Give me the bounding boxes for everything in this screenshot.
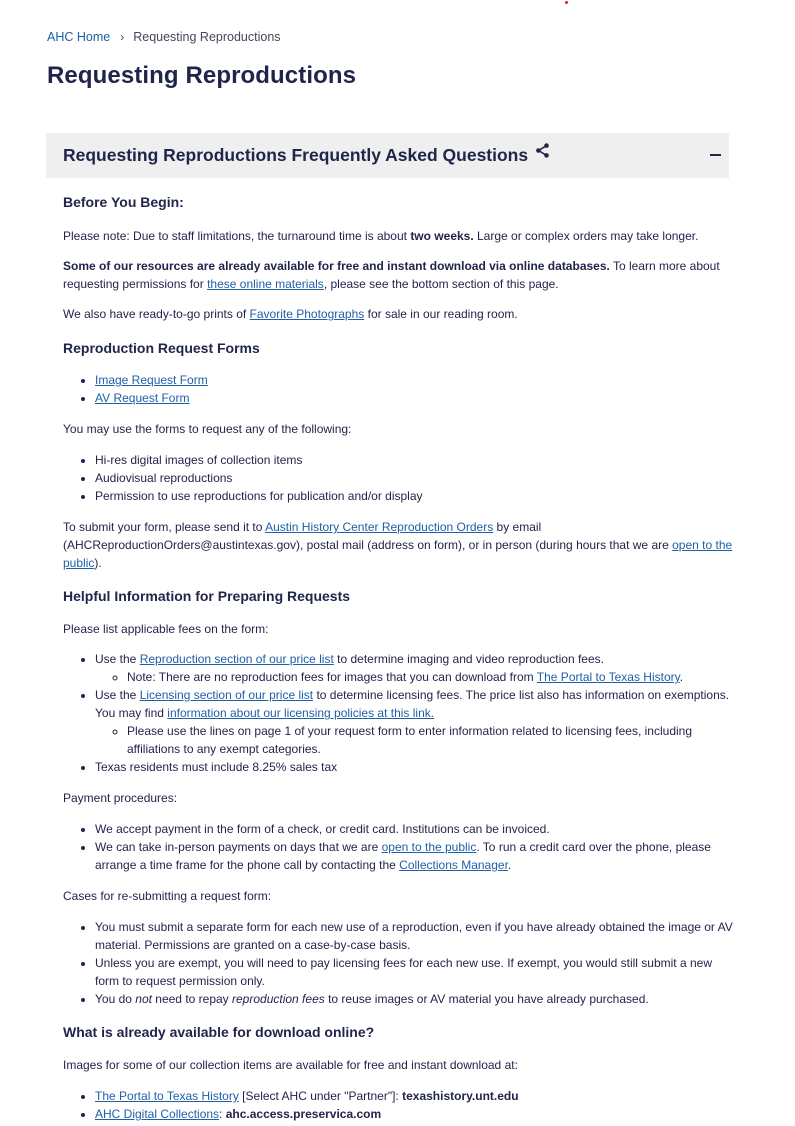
forms-intro: You may use the forms to request any of the following: <box>63 422 352 436</box>
text: ). <box>94 556 102 570</box>
text: Large or complex orders may take longer. <box>473 229 699 243</box>
list-item: • Audiovisual reproductions <box>95 469 733 487</box>
online-intro: Images for some of our collection items are available for free and instant download at: <box>63 1058 518 1072</box>
text: Use the <box>95 688 140 702</box>
payment-list <box>63 820 733 874</box>
list-item <box>95 1105 733 1123</box>
forms-link-list <box>63 371 733 407</box>
forms-heading: Reproduction Request Forms <box>63 340 260 356</box>
sub-list <box>95 722 733 758</box>
list-item: • You must submit a separate form for each new use of a reproduction, even if you have already obtained the image or AV material. Permissions are granted on a case-by-case basis. <box>95 918 733 954</box>
list-item <box>95 990 733 1008</box>
text: to determine licensing fees. The price list also has information on exemptions. You may find <box>95 688 730 720</box>
text-italic: reproduction fees <box>232 992 325 1006</box>
list-item <box>95 650 733 686</box>
online-list <box>63 1087 733 1123</box>
text: To learn more about requesting permissions for <box>63 259 720 291</box>
text: You do <box>95 992 136 1006</box>
text: to reuse images or AV material you have already purchased. <box>324 992 649 1006</box>
licensing-policies-link[interactable]: information about our licensing policies at this link. <box>167 706 435 720</box>
text: We also have ready-to-go prints of <box>63 307 250 321</box>
list-item: • We accept payment in the form of a check, or credit card. Institutions can be invoiced. <box>95 820 733 838</box>
text: We can take in-person payments on days that we are <box>95 840 382 854</box>
sub-list <box>95 668 733 686</box>
text: Please note: Due to staff limitations, the turnaround time is about <box>63 229 411 243</box>
ahc-digital-collections-link[interactable]: AHC Digital Collections <box>95 1107 220 1121</box>
payment-intro: Payment procedures: <box>63 791 178 805</box>
text: by email (AHCReproductionOrders@austintexas.gov), postal mail (address on form), or in person (during hours that we are <box>63 520 673 552</box>
price-list-licensing-link[interactable]: Licensing section of our price list <box>139 688 314 702</box>
text: need to repay <box>151 992 233 1006</box>
text-bold: ahc.access.preservica.com <box>225 1107 382 1121</box>
portal-texas-history-link[interactable]: The Portal to Texas History <box>95 1089 239 1103</box>
list-item: • Texas residents must include 8.25% sales tax <box>95 758 733 776</box>
text: To submit your form, please send it to <box>63 520 266 534</box>
text: [Select AHC under "Partner"]: <box>238 1089 403 1103</box>
fees-list <box>63 650 733 776</box>
submit-instructions <box>63 518 733 572</box>
text-bold: Some of our resources are already available for free and instant download via online databases. <box>63 259 610 273</box>
list-item <box>95 838 733 874</box>
text: . To run a credit card over the phone, please arrange a time frame for the phone call by contacting the <box>95 840 711 872</box>
text: . <box>507 858 512 872</box>
text-italic: not <box>135 992 152 1006</box>
portal-texas-history-link[interactable]: The Portal to Texas History <box>536 670 680 684</box>
prints-note <box>63 305 733 323</box>
page-title: Requesting Reproductions <box>47 62 357 89</box>
list-item <box>95 371 733 389</box>
price-list-reproduction-link[interactable]: Reproduction section of our price list <box>139 652 334 666</box>
list-item: • Hi-res digital images of collection items <box>95 451 733 469</box>
resubmit-list <box>63 918 733 1008</box>
breadcrumb-current: Requesting Reproductions <box>133 30 281 44</box>
before-heading: Before You Begin: <box>63 194 184 210</box>
accordion-title: Requesting Reproductions Frequently Asked Questions <box>63 145 529 165</box>
breadcrumb-home-link[interactable]: AHC Home <box>47 30 111 44</box>
favorite-photographs-link[interactable]: Favorite Photographs <box>249 307 365 321</box>
online-resources-note <box>63 257 733 293</box>
list-item: • Unless you are exempt, you will need to pay licensing fees for each new use. If exempt, you would still submit a new form to request permission only. <box>95 954 733 990</box>
faq-accordion-header[interactable] <box>46 133 729 178</box>
collapse-minus-icon[interactable] <box>710 154 721 156</box>
turnaround-note <box>63 227 733 245</box>
text: for sale in our reading room. <box>364 307 518 321</box>
text: : <box>219 1107 226 1121</box>
share-icon[interactable] <box>535 143 550 163</box>
request-types-list <box>63 451 733 505</box>
list-item <box>95 1087 733 1105</box>
list-item <box>95 686 733 758</box>
text-bold: two weeks. <box>410 229 474 243</box>
chevron-right-icon: › <box>120 30 125 44</box>
text: Note: There are no reproduction fees for images that you can download from <box>127 670 537 684</box>
open-to-public-link[interactable]: open to the public <box>63 538 733 570</box>
text: Use the <box>95 652 140 666</box>
image-request-form-link[interactable]: Image Request Form <box>95 373 208 387</box>
text: . <box>679 670 684 684</box>
text: to determine imaging and video reproduction fees. <box>333 652 604 666</box>
av-request-form-link[interactable]: AV Request Form <box>95 391 190 405</box>
list-item: ◦ Please use the lines on page 1 of your request form to enter information related to licensing fees, including affiliations to any exempt categories. <box>127 722 733 758</box>
online-materials-link[interactable]: these online materials <box>207 277 324 291</box>
text: , please see the bottom section of this page. <box>323 277 559 291</box>
helpful-heading: Helpful Information for Preparing Requests <box>63 588 351 604</box>
open-to-public-link[interactable]: open to the public <box>381 840 477 854</box>
list-item: • Permission to use reproductions for publication and/or display <box>95 487 733 505</box>
collections-manager-link[interactable]: Collections Manager <box>399 858 508 872</box>
faq-content <box>63 193 733 1123</box>
fees-intro: Please list applicable fees on the form: <box>63 622 269 636</box>
reproduction-orders-link[interactable]: Austin History Center Reproduction Orders <box>265 520 494 534</box>
resubmit-intro: Cases for re-submitting a request form: <box>63 889 272 903</box>
red-dot-marker <box>565 1 568 4</box>
list-item <box>95 389 733 407</box>
text-bold: texashistory.unt.edu <box>402 1089 519 1103</box>
list-item <box>127 668 733 686</box>
online-heading: What is already available for download online? <box>63 1024 375 1040</box>
breadcrumb <box>47 30 281 44</box>
